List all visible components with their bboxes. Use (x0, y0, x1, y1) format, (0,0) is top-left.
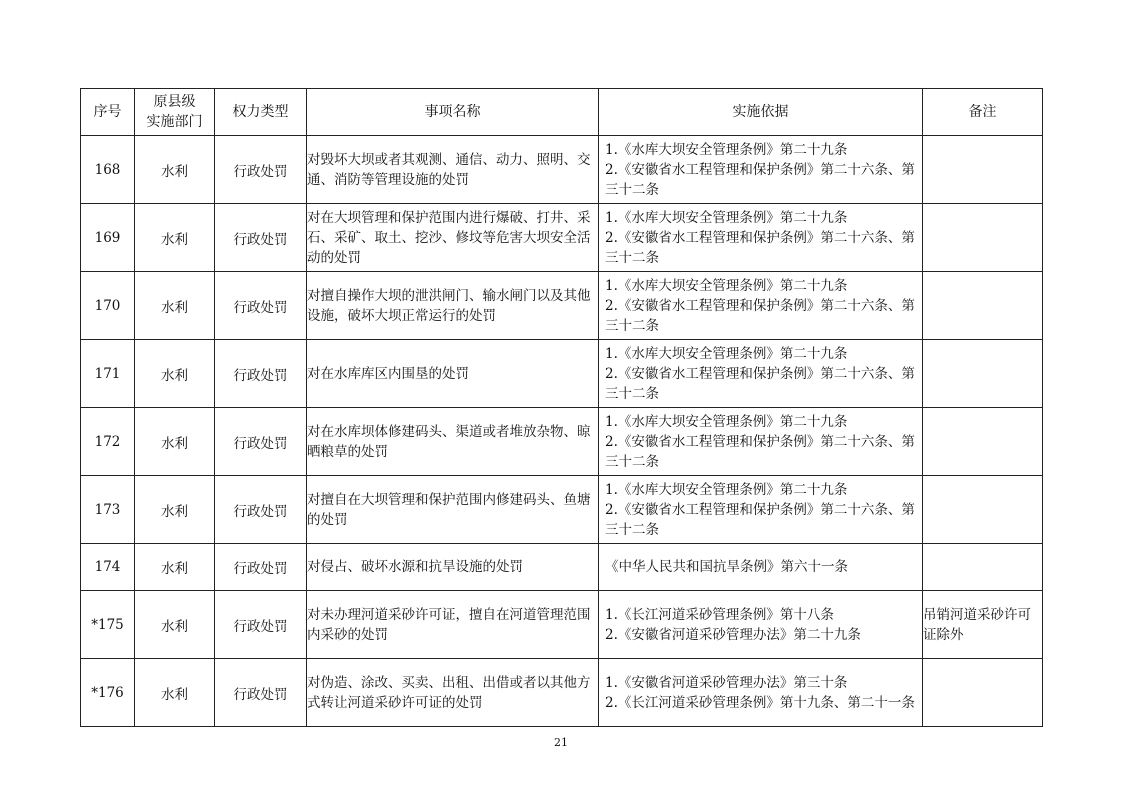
row-basis (599, 204, 923, 272)
row-remark: 吊销河道采砂许可证除外 (923, 591, 1043, 659)
row-item-name: 对擅自在大坝管理和保护范围内修建码头、鱼塘的处罚 (307, 476, 599, 544)
header-basis: 实施依据 (599, 89, 923, 136)
header-type: 权力类型 (215, 89, 307, 136)
basis-line: 2.《安徽省水工程管理和保护条例》第二十六条、第三十二条 (605, 433, 915, 470)
row-seq: 172 (81, 408, 135, 476)
row-item-name: 对未办理河道采砂许可证，擅自在河道管理范围内采砂的处罚 (307, 591, 599, 659)
row-dept: 水利 (135, 204, 215, 272)
row-type: 行政处罚 (215, 544, 307, 591)
row-seq: *176 (81, 659, 135, 727)
header-seq: 序号 (81, 89, 135, 136)
basis-line: 1.《水库大坝安全管理条例》第二十九条 (605, 413, 848, 430)
row-basis (599, 272, 923, 340)
header-dept (135, 89, 215, 136)
basis-line: 2.《安徽省水工程管理和保护条例》第二十六条、第三十二条 (605, 501, 915, 538)
basis-line: 2.《安徽省水工程管理和保护条例》第二十六条、第三十二条 (605, 297, 915, 334)
row-remark (923, 136, 1043, 204)
row-basis (599, 408, 923, 476)
row-item-name: 对擅自操作大坝的泄洪闸门、输水闸门以及其他设施，破坏大坝正常运行的处罚 (307, 272, 599, 340)
row-type: 行政处罚 (215, 659, 307, 727)
basis-line: 1.《长江河道采砂管理条例》第十八条 (605, 606, 834, 623)
table-row (81, 340, 1043, 408)
basis-line: 1.《水库大坝安全管理条例》第二十九条 (605, 141, 848, 158)
row-type: 行政处罚 (215, 340, 307, 408)
header-name: 事项名称 (307, 89, 599, 136)
table-row (81, 136, 1043, 204)
basis-line: 《中华人民共和国抗旱条例》第六十一条 (605, 559, 848, 575)
row-dept: 水利 (135, 408, 215, 476)
row-basis (599, 591, 923, 659)
row-dept: 水利 (135, 591, 215, 659)
row-remark (923, 272, 1043, 340)
basis-line: 1.《水库大坝安全管理条例》第二十九条 (605, 345, 848, 362)
header-dept-line1: 原县级 (153, 94, 196, 110)
basis-line: 2.《安徽省水工程管理和保护条例》第二十六条、第三十二条 (605, 229, 915, 266)
row-item-name: 对侵占、破坏水源和抗旱设施的处罚 (307, 544, 599, 591)
row-dept: 水利 (135, 340, 215, 408)
table-row (81, 408, 1043, 476)
row-type: 行政处罚 (215, 591, 307, 659)
row-basis (599, 136, 923, 204)
basis-line: 2.《安徽省河道采砂管理办法》第二十九条 (605, 626, 861, 643)
table-row (81, 591, 1043, 659)
row-basis (599, 340, 923, 408)
row-seq: 171 (81, 340, 135, 408)
row-dept: 水利 (135, 136, 215, 204)
row-seq: 169 (81, 204, 135, 272)
row-dept: 水利 (135, 476, 215, 544)
header-row (81, 89, 1043, 136)
row-seq: 170 (81, 272, 135, 340)
basis-line: 2.《安徽省水工程管理和保护条例》第二十六条、第三十二条 (605, 161, 915, 198)
row-remark (923, 408, 1043, 476)
row-dept: 水利 (135, 659, 215, 727)
row-remark (923, 340, 1043, 408)
row-seq: 174 (81, 544, 135, 591)
page-number: 21 (554, 736, 568, 749)
row-basis (599, 544, 923, 591)
row-type: 行政处罚 (215, 476, 307, 544)
header-dept-line2: 实施部门 (146, 114, 203, 130)
row-dept: 水利 (135, 544, 215, 591)
row-remark (923, 544, 1043, 591)
basis-line: 1.《水库大坝安全管理条例》第二十九条 (605, 277, 848, 294)
row-seq: 168 (81, 136, 135, 204)
table-row (81, 544, 1043, 591)
table-row (81, 659, 1043, 727)
row-item-name: 对在水库库区内围垦的处罚 (307, 340, 599, 408)
powers-table (80, 88, 1043, 727)
row-remark (923, 659, 1043, 727)
basis-line: 2.《安徽省水工程管理和保护条例》第二十六条、第三十二条 (605, 365, 915, 402)
table-row (81, 476, 1043, 544)
row-type: 行政处罚 (215, 408, 307, 476)
row-remark (923, 204, 1043, 272)
table-row (81, 204, 1043, 272)
row-basis (599, 659, 923, 727)
row-basis (599, 476, 923, 544)
row-item-name: 对在水库坝体修建码头、渠道或者堆放杂物、晾晒粮草的处罚 (307, 408, 599, 476)
row-remark (923, 476, 1043, 544)
basis-line: 1.《水库大坝安全管理条例》第二十九条 (605, 481, 848, 498)
row-item-name: 对伪造、涂改、买卖、出租、出借或者以其他方式转让河道采砂许可证的处罚 (307, 659, 599, 727)
row-seq: *175 (81, 591, 135, 659)
table-row (81, 272, 1043, 340)
row-type: 行政处罚 (215, 136, 307, 204)
row-type: 行政处罚 (215, 204, 307, 272)
header-remark: 备注 (923, 89, 1043, 136)
row-type: 行政处罚 (215, 272, 307, 340)
row-item-name: 对在大坝管理和保护范围内进行爆破、打井、采石、采矿、取土、挖沙、修坟等危害大坝安全活动的处罚 (307, 204, 599, 272)
row-seq: 173 (81, 476, 135, 544)
basis-line: 1.《安徽省河道采砂管理办法》第三十条 (605, 674, 848, 691)
row-item-name: 对毁坏大坝或者其观测、通信、动力、照明、交通、消防等管理设施的处罚 (307, 136, 599, 204)
row-dept: 水利 (135, 272, 215, 340)
basis-line: 1.《水库大坝安全管理条例》第二十九条 (605, 209, 848, 226)
basis-line: 2.《长江河道采砂管理条例》第十九条、第二十一条 (605, 694, 915, 711)
